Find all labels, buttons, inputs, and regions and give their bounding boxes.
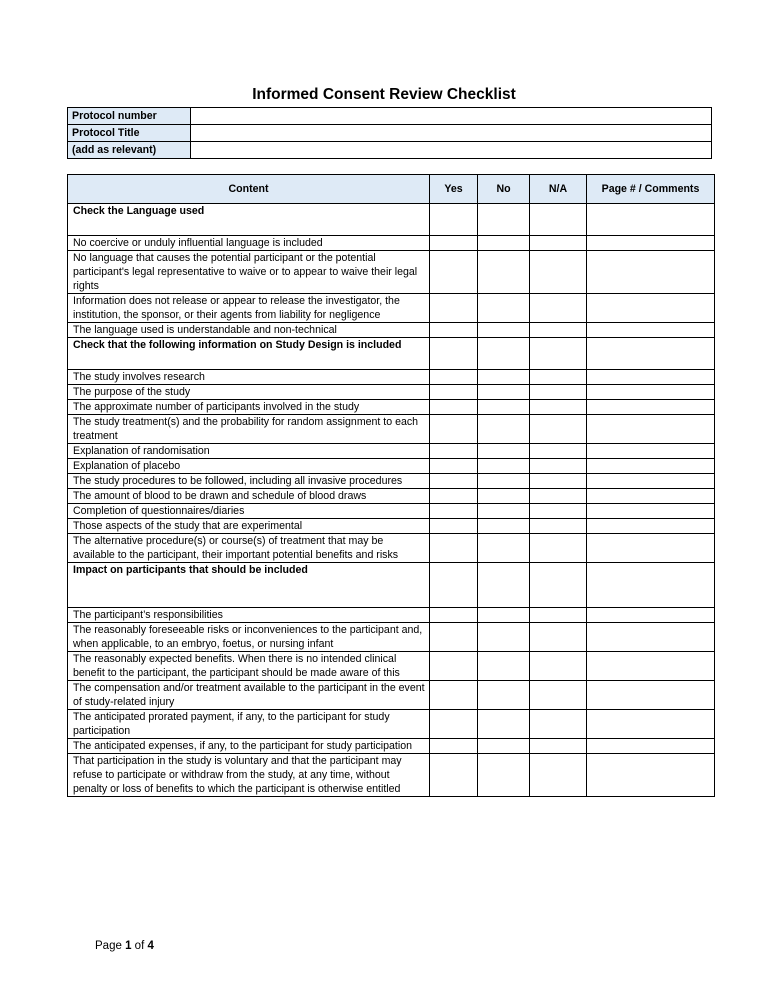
checklist-row (68, 474, 715, 489)
na-cell[interactable] (530, 681, 587, 710)
no-cell[interactable] (478, 323, 530, 338)
checklist-row (68, 294, 715, 323)
checklist-row (68, 739, 715, 754)
na-cell[interactable] (530, 519, 587, 534)
na-cell[interactable] (530, 370, 587, 385)
checklist-item-text: That participation in the study is voluntary and that the participant may refuse to participate or withdraw from the study, at any time, without penalty or loss of benefits to which the participant is otherwise entitled (68, 754, 430, 797)
yes-cell[interactable] (430, 415, 478, 444)
na-cell[interactable] (530, 323, 587, 338)
column-header-comments: Page # / Comments (587, 175, 715, 204)
comments-cell[interactable] (587, 323, 715, 338)
checklist-row (68, 370, 715, 385)
comments-cell[interactable] (587, 563, 715, 608)
comments-cell[interactable] (587, 400, 715, 415)
checklist-item-text: The reasonably expected benefits. When there is no intended clinical benefit to the participant, the participant should be made aware of this (68, 652, 430, 681)
comments-cell[interactable] (587, 294, 715, 323)
checklist-row (68, 652, 715, 681)
checklist-row (68, 400, 715, 415)
na-cell[interactable] (530, 623, 587, 652)
comments-cell[interactable] (587, 652, 715, 681)
yes-cell[interactable] (430, 385, 478, 400)
yes-cell[interactable] (430, 754, 478, 797)
no-cell[interactable] (478, 459, 530, 474)
checklist-row (68, 236, 715, 251)
no-cell[interactable] (478, 400, 530, 415)
protocol-field-value[interactable] (191, 125, 712, 142)
column-header-na: N/A (530, 175, 587, 204)
yes-cell[interactable] (430, 236, 478, 251)
comments-cell[interactable] (587, 236, 715, 251)
comments-cell[interactable] (587, 474, 715, 489)
footer-total-pages: 4 (147, 940, 154, 952)
yes-cell[interactable] (430, 459, 478, 474)
page-footer (95, 940, 154, 952)
checklist-row (68, 519, 715, 534)
checklist-item-text: The anticipated prorated payment, if any, to the participant for study participation (68, 710, 430, 739)
na-cell[interactable] (530, 489, 587, 504)
checklist-row (68, 710, 715, 739)
no-cell[interactable] (478, 623, 530, 652)
checklist-item-text: The amount of blood to be drawn and schedule of blood draws (68, 489, 430, 504)
checklist-item-text: The language used is understandable and non-technical (68, 323, 430, 338)
column-header-no: No (478, 175, 530, 204)
no-cell[interactable] (478, 204, 530, 236)
checklist-item-text: Those aspects of the study that are experimental (68, 519, 430, 534)
comments-cell[interactable] (587, 204, 715, 236)
yes-cell[interactable] (430, 251, 478, 294)
comments-cell[interactable] (587, 681, 715, 710)
yes-cell[interactable] (430, 739, 478, 754)
no-cell[interactable] (478, 754, 530, 797)
checklist-row (68, 489, 715, 504)
comments-cell[interactable] (587, 489, 715, 504)
section-row (68, 563, 715, 608)
checklist-item-text: The anticipated expenses, if any, to the participant for study participation (68, 739, 430, 754)
comments-cell[interactable] (587, 623, 715, 652)
comments-cell[interactable] (587, 338, 715, 370)
checklist-item-text: The purpose of the study (68, 385, 430, 400)
yes-cell[interactable] (430, 563, 478, 608)
no-cell[interactable] (478, 236, 530, 251)
no-cell[interactable] (478, 681, 530, 710)
checklist-row (68, 754, 715, 797)
section-row (68, 338, 715, 370)
checklist-item-text: The alternative procedure(s) or course(s) of treatment that may be available to the participant, their important potential benefits and risks (68, 534, 430, 563)
checklist-item-text: No language that causes the potential participant or the potential participant's legal representative to waive or to appear to waive their legal rights (68, 251, 430, 294)
checklist-item-text: No coercive or unduly influential language is included (68, 236, 430, 251)
no-cell[interactable] (478, 489, 530, 504)
yes-cell[interactable] (430, 474, 478, 489)
na-cell[interactable] (530, 444, 587, 459)
yes-cell[interactable] (430, 204, 478, 236)
yes-cell[interactable] (430, 534, 478, 563)
checklist-item-text: The compensation and/or treatment available to the participant in the event of study-related injury (68, 681, 430, 710)
column-header-content: Content (68, 175, 430, 204)
no-cell[interactable] (478, 534, 530, 563)
yes-cell[interactable] (430, 710, 478, 739)
no-cell[interactable] (478, 652, 530, 681)
comments-cell[interactable] (587, 739, 715, 754)
na-cell[interactable] (530, 385, 587, 400)
na-cell[interactable] (530, 563, 587, 608)
na-cell[interactable] (530, 534, 587, 563)
footer-page-label: Page (95, 940, 122, 952)
section-row (68, 204, 715, 236)
no-cell[interactable] (478, 504, 530, 519)
footer-current-page: 1 (125, 940, 132, 952)
protocol-info-table (67, 107, 712, 159)
yes-cell[interactable] (430, 400, 478, 415)
no-cell[interactable] (478, 294, 530, 323)
na-cell[interactable] (530, 504, 587, 519)
yes-cell[interactable] (430, 504, 478, 519)
comments-cell[interactable] (587, 370, 715, 385)
page-title: Informed Consent Review Checklist (252, 86, 516, 103)
comments-cell[interactable] (587, 459, 715, 474)
checklist-item-text: Explanation of randomisation (68, 444, 430, 459)
comments-cell[interactable] (587, 534, 715, 563)
checklist-table (67, 174, 715, 797)
comments-cell[interactable] (587, 415, 715, 444)
checklist-item-text: The participant’s responsibilities (68, 608, 430, 623)
protocol-field-value[interactable] (191, 142, 712, 159)
no-cell[interactable] (478, 444, 530, 459)
yes-cell[interactable] (430, 444, 478, 459)
checklist-row (68, 385, 715, 400)
no-cell[interactable] (478, 563, 530, 608)
yes-cell[interactable] (430, 608, 478, 623)
checklist-row (68, 623, 715, 652)
na-cell[interactable] (530, 251, 587, 294)
no-cell[interactable] (478, 519, 530, 534)
checklist-row (68, 534, 715, 563)
na-cell[interactable] (530, 415, 587, 444)
comments-cell[interactable] (587, 251, 715, 294)
na-cell[interactable] (530, 400, 587, 415)
checklist-item-text: The study treatment(s) and the probability for random assignment to each treatment (68, 415, 430, 444)
comments-cell[interactable] (587, 444, 715, 459)
no-cell[interactable] (478, 474, 530, 489)
comments-cell[interactable] (587, 504, 715, 519)
checklist-item-text: The approximate number of participants involved in the study (68, 400, 430, 415)
comments-cell[interactable] (587, 710, 715, 739)
checklist-item-text: Explanation of placebo (68, 459, 430, 474)
no-cell[interactable] (478, 415, 530, 444)
protocol-row (68, 125, 712, 142)
no-cell[interactable] (478, 739, 530, 754)
checklist-row (68, 251, 715, 294)
checklist-row (68, 608, 715, 623)
checklist-item-text: Completion of questionnaires/diaries (68, 504, 430, 519)
checklist-header-row (68, 175, 715, 204)
na-cell[interactable] (530, 474, 587, 489)
na-cell[interactable] (530, 338, 587, 370)
checklist-row (68, 444, 715, 459)
na-cell[interactable] (530, 739, 587, 754)
comments-cell[interactable] (587, 385, 715, 400)
yes-cell[interactable] (430, 323, 478, 338)
protocol-field-label: Protocol Title (68, 125, 191, 142)
na-cell[interactable] (530, 652, 587, 681)
yes-cell[interactable] (430, 370, 478, 385)
no-cell[interactable] (478, 370, 530, 385)
protocol-field-label: (add as relevant) (68, 142, 191, 159)
comments-cell[interactable] (587, 519, 715, 534)
section-heading: Check that the following information on Study Design is included (68, 338, 430, 370)
footer-of-label: of (134, 940, 145, 952)
checklist-row (68, 415, 715, 444)
checklist-row (68, 504, 715, 519)
checklist-item-text: The study involves research (68, 370, 430, 385)
yes-cell[interactable] (430, 489, 478, 504)
section-heading: Impact on participants that should be included (68, 563, 430, 608)
checklist-item-text: The reasonably foreseeable risks or inconveniences to the participant and, when applicable, to an embryo, foetus, or nursing infant (68, 623, 430, 652)
yes-cell[interactable] (430, 294, 478, 323)
na-cell[interactable] (530, 204, 587, 236)
no-cell[interactable] (478, 608, 530, 623)
yes-cell[interactable] (430, 681, 478, 710)
yes-cell[interactable] (430, 338, 478, 370)
na-cell[interactable] (530, 608, 587, 623)
comments-cell[interactable] (587, 754, 715, 797)
na-cell[interactable] (530, 459, 587, 474)
na-cell[interactable] (530, 754, 587, 797)
yes-cell[interactable] (430, 519, 478, 534)
protocol-field-label: Protocol number (68, 108, 191, 125)
protocol-field-value[interactable] (191, 108, 712, 125)
column-header-yes: Yes (430, 175, 478, 204)
checklist-row (68, 681, 715, 710)
yes-cell[interactable] (430, 623, 478, 652)
no-cell[interactable] (478, 251, 530, 294)
checklist-item-text: The study procedures to be followed, including all invasive procedures (68, 474, 430, 489)
protocol-row (68, 142, 712, 159)
checklist-item-text: Information does not release or appear to release the investigator, the institution, the sponsor, or their agents from liability for negligence (68, 294, 430, 323)
no-cell[interactable] (478, 385, 530, 400)
no-cell[interactable] (478, 710, 530, 739)
checklist-row (68, 459, 715, 474)
protocol-row (68, 108, 712, 125)
comments-cell[interactable] (587, 608, 715, 623)
no-cell[interactable] (478, 338, 530, 370)
section-heading: Check the Language used (68, 204, 430, 236)
na-cell[interactable] (530, 236, 587, 251)
na-cell[interactable] (530, 294, 587, 323)
na-cell[interactable] (530, 710, 587, 739)
checklist-row (68, 323, 715, 338)
yes-cell[interactable] (430, 652, 478, 681)
